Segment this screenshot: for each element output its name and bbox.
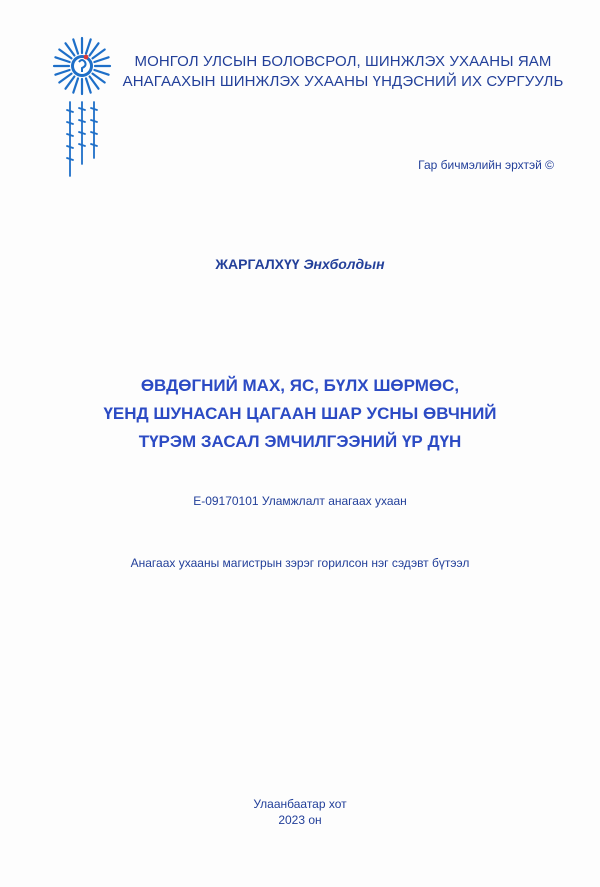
- ministry-name: МОНГОЛ УЛСЫН БОЛОВСРОЛ, ШИНЖЛЭХ УХААНЫ ЯАМ: [134, 53, 552, 70]
- place-and-year: [0, 796, 600, 828]
- university-logo-icon: [50, 36, 114, 186]
- degree-statement: Анагаах ухааны магистрын зэрэг горилсон нэг сэдэвт бүтээл: [130, 556, 470, 570]
- author-patronymic: Энхболдын: [303, 256, 385, 272]
- university-name: АНАГААХЫН ШИНЖЛЭХ УХААНЫ ҮНДЭСНИЙ ИХ СУРГУУЛЬ: [122, 73, 564, 90]
- author-first-name: ЖАРГАЛХҮҮ: [215, 256, 300, 272]
- copyright-notice: Гар бичмэлийн эрхтэй ©: [418, 158, 554, 172]
- title-line-2: ҮЕНД ШУНАСАН ЦАГААН ШАР УСНЫ ӨВЧНИЙ: [103, 404, 497, 423]
- author-name: [0, 256, 600, 272]
- specialty-code: E-09170101 Уламжлалт анагаах ухаан: [193, 494, 407, 508]
- title-line-1: ӨВДӨГНИЙ МАХ, ЯС, БҮЛХ ШӨРМӨС,: [140, 376, 460, 395]
- year: 2023 он: [278, 813, 322, 827]
- title-line-3: ТҮРЭМ ЗАСАЛ ЭМЧИЛГЭЭНИЙ ҮР ДҮН: [138, 432, 462, 451]
- thesis-title: [0, 372, 600, 456]
- city-name: Улаанбаатар хот: [253, 797, 347, 811]
- institution-header: [118, 52, 568, 92]
